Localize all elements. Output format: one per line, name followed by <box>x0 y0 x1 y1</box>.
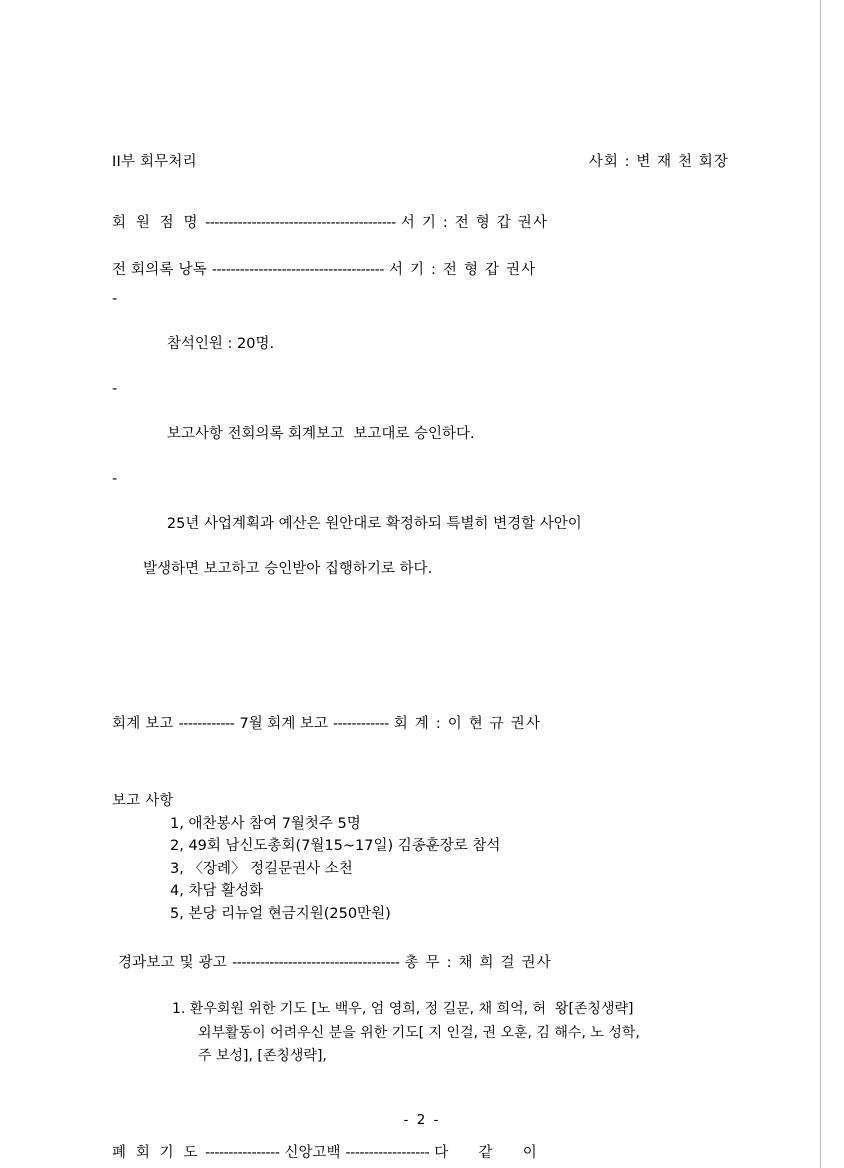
progress-report-row <box>112 951 732 972</box>
minutes-items-list <box>112 288 732 626</box>
dash-bullet-icon: - <box>112 471 118 487</box>
minutes-reading-row <box>112 258 732 279</box>
prayer-line-homebound-continued: 주 보성], [존칭생략], <box>198 1048 327 1064</box>
closing-prayer-row <box>112 1141 732 1162</box>
list-item <box>112 378 732 468</box>
minutes-reading-label: 전 회의록 낭독 <box>112 262 207 278</box>
list-item-text: 보고사항 전회의록 회계보고 보고대로 승인하다. <box>166 426 475 442</box>
closing-prayer-label: 폐 회 기 도 <box>112 1144 201 1161</box>
prayer-line-sick-members: 1. 환우회원 위한 기도 [노 백우, 엄 영희, 정 길문, 채 희억, 허 왕[존칭생략] <box>172 1001 634 1017</box>
list-item: 5, 본당 리뉴얼 현금지원(250만원) <box>170 905 391 922</box>
list-item-text: 25년 사업계획과 예산은 원안대로 확정하되 특별히 변경할 사안이 <box>166 516 582 532</box>
prayer-line-homebound-members: 외부활동이 어려우신 분을 위한 기도[ 지 인걸, 권 오훈, 김 해수, 노 성학, <box>198 1024 640 1041</box>
document-body <box>112 150 732 1162</box>
page-edge-line <box>820 0 821 1168</box>
report-items-list <box>112 813 732 926</box>
prayer-request-block <box>112 998 732 1069</box>
closing-prayer-leader-right: ------------------ <box>345 1144 430 1161</box>
list-item: 2, 49회 남신도총회(7월15~17일) 김종훈장로 참석 <box>170 838 501 854</box>
accounting-value: 회 계 : 이 현 규 권사 <box>393 715 542 732</box>
minutes-reading-value: 서 기 : 전 형 갑 권사 <box>389 262 537 278</box>
list-item: 1, 애찬봉사 참여 7월첫주 5명 <box>170 815 361 832</box>
dash-bullet-icon: - <box>112 291 118 307</box>
dash-bullet-icon: - <box>112 381 118 397</box>
spacer <box>112 925 732 951</box>
section-header <box>112 150 732 171</box>
spacer <box>112 733 732 789</box>
minutes-reading-leader: ------------------------------------- <box>211 262 384 278</box>
chairperson-label: 사회 : 변 재 천 회장 <box>588 154 729 170</box>
closing-prayer-leader-left: ---------------- <box>205 1144 280 1161</box>
roll-call-label: 회 원 점 명 <box>112 215 201 231</box>
list-item-continuation: 발생하면 보고하고 승인받아 집행하기로 하다. <box>143 561 433 577</box>
spacer <box>112 1069 732 1141</box>
spacer <box>112 232 732 258</box>
progress-report-value: 총 무 : 채 희 걸 권사 <box>404 955 552 971</box>
spacer <box>112 972 732 998</box>
spacer <box>112 626 732 712</box>
section-title: II부 회무처리 <box>112 154 197 170</box>
roll-call-value: 서 기 : 전 형 갑 권사 <box>400 215 549 231</box>
closing-prayer-center-text: 신앙고백 <box>284 1144 341 1161</box>
accounting-center-text: 7월 회계 보고 <box>239 715 328 732</box>
list-item <box>112 468 732 626</box>
accounting-label: 회계 보고 <box>112 715 174 732</box>
accounting-leader-right: ------------ <box>332 715 389 732</box>
list-item: 3, 〈장례〉 정길문권사 소천 <box>170 860 353 877</box>
progress-report-leader: ------------------------------------ <box>232 955 400 971</box>
report-heading: 보고 사항 <box>112 792 174 809</box>
accounting-report-row <box>112 712 732 733</box>
closing-prayer-value: 다 같 이 <box>434 1144 538 1161</box>
accounting-leader-left: ------------ <box>178 715 235 732</box>
list-item-text: 참석인원 : 20명. <box>166 336 275 352</box>
progress-report-label: 경과보고 및 광고 <box>118 955 228 971</box>
list-item <box>112 288 732 378</box>
list-item: 4, 차담 활성화 <box>170 883 264 899</box>
roll-call-leader: ----------------------------------------- <box>205 215 396 231</box>
roll-call-row <box>112 211 732 232</box>
page-number: - 2 - <box>403 1112 441 1128</box>
